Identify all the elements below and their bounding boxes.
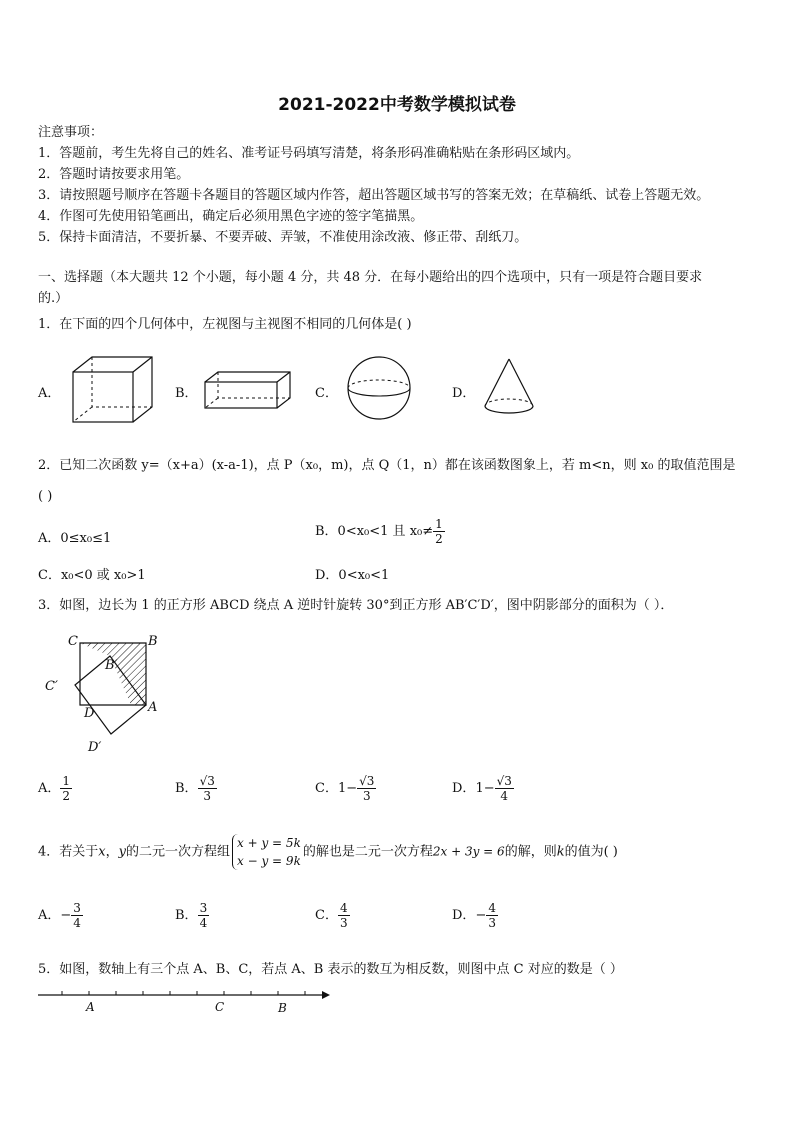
q4-post2: 的解，则: [504, 844, 557, 860]
q1-option-b-label: B．: [175, 386, 198, 401]
label-d: D: [84, 706, 95, 721]
q4-c-label: C．: [315, 908, 338, 923]
q2-paren: ( ): [38, 489, 53, 504]
cuboid-icon: [204, 370, 294, 412]
q3-b-label: B．: [175, 781, 198, 796]
q4-pre: 4．若关于: [38, 844, 99, 860]
note-item-2: 2．答题时请按要求用笔。: [38, 167, 190, 182]
q4-a-num: 3: [73, 901, 81, 915]
q3-c-pre: 1−: [337, 781, 358, 796]
q3-c-fraction: [357, 774, 376, 803]
q2-stem: 2．已知二次函数 y=（x+a）(x-a-1)，点 P（x₀，m)，点 Q（1，n）都在该函数图象上，若 m<n，则 x₀ 的取值范围是: [38, 458, 736, 473]
q2-option-b: [315, 517, 445, 546]
q4-equation-system: [232, 834, 301, 870]
q4-b-num: 3: [199, 901, 208, 915]
q4-a-sign: −: [60, 908, 72, 923]
q3-d-label: D．: [452, 781, 476, 796]
section-heading: 一、选择题（本大题共 12 个小题，每小题 4 分，共 48 分．在每小题给出的四个选项中，只有一项是符合题目要求: [38, 270, 703, 285]
q3-d-den: 4: [500, 789, 509, 803]
q4-d-label: D．: [452, 908, 476, 923]
label-c: C: [68, 634, 78, 649]
q4-b-den: 4: [199, 916, 208, 930]
q4-option-b: [175, 901, 209, 930]
q3-a-num: 1: [62, 774, 71, 788]
shaded-region: [80, 643, 146, 705]
label-a: A: [148, 700, 158, 715]
rotated-square-figure: [40, 630, 170, 760]
q4-a-den: 4: [73, 916, 81, 930]
q3-d-fraction: [495, 774, 514, 803]
cone-icon: [482, 357, 538, 417]
q4-d-num: 4: [488, 901, 496, 915]
q4-a-label: A．: [38, 908, 61, 923]
q2-b-den: 2: [435, 532, 443, 546]
q4-option-c: [315, 901, 350, 930]
q3-b-fraction: [198, 774, 217, 803]
q3-option-a: [38, 774, 72, 803]
q4-eq1: x + y = 5k: [237, 836, 301, 850]
q3-b-num: √3: [199, 774, 215, 788]
q4-post3: 的值为( ): [564, 844, 618, 860]
q4-d-fraction: [486, 901, 498, 930]
q3-c-den: 3: [362, 789, 371, 803]
label-b: B: [148, 634, 158, 649]
q4-post1: 的解也是二元一次方程: [302, 844, 433, 860]
cube-icon: [70, 354, 154, 426]
q2-option-a: A．0≤x₀≤1: [38, 531, 112, 546]
note-item-4: 4．作图可先使用铅笔画出，确定后必须用黑色字迹的签字笔描黑。: [38, 209, 424, 224]
q4-stem: [38, 834, 618, 870]
q4-c-num: 4: [339, 901, 348, 915]
q2-option-d: D．0<x₀<1: [315, 568, 390, 583]
q2-option-b-text: B．0<x₀<1 且 x₀≠: [315, 524, 434, 539]
q2-b-num: 1: [435, 517, 443, 531]
note-item-5: 5．保持卡面清洁，不要折暴、不要弄破、弄皱，不准使用涂改液、修正带、刮纸刀。: [38, 230, 528, 245]
q4-d-den: 3: [488, 916, 496, 930]
q3-d-pre: 1−: [475, 781, 495, 796]
q4-var-y: y: [118, 844, 126, 860]
q3-d-num: √3: [496, 774, 512, 788]
note-item-3: 3．请按照题号顺序在答题卡各题目的答题区域内作答，超出答题区域书写的答案无效；在草稿纸、试卷上答题无效。: [38, 188, 710, 203]
q3-a-fraction: [60, 774, 72, 803]
number-line: [38, 988, 333, 1008]
label-d-prime: D′: [88, 740, 102, 755]
q4-option-a: [38, 901, 83, 930]
q3-c-num: √3: [359, 774, 375, 788]
q1-option-a-label: A．: [38, 386, 61, 401]
q4-a-fraction: [71, 901, 83, 930]
q4-eq3: 2x + 3y = 6: [432, 844, 505, 859]
q4-mid: 的二元一次方程组: [126, 844, 231, 860]
q4-b-fraction: [198, 901, 210, 930]
q1-stem: 1．在下面的四个几何体中，左视图与主视图不相同的几何体是( ): [38, 317, 412, 332]
sphere-icon: [346, 355, 416, 425]
axis-label-c: C: [215, 1000, 225, 1014]
q1-option-d-label: D．: [452, 386, 476, 401]
q3-c-label: C．: [315, 781, 338, 796]
label-b-prime: B′: [105, 658, 118, 673]
page-title: 2021-2022中考数学模拟试卷: [278, 95, 516, 115]
q3-a-den: 2: [62, 789, 71, 803]
axis-label-a: A: [86, 1000, 95, 1014]
label-c-prime: C′: [45, 679, 58, 694]
q3-option-d: [452, 774, 514, 803]
axis-label-b: B: [278, 1001, 287, 1015]
q1-option-c-label: C．: [315, 386, 338, 401]
q4-var-k: k: [556, 844, 565, 860]
q4-c-fraction: [338, 901, 350, 930]
q4-b-label: B．: [175, 908, 198, 923]
q3-b-den: 3: [203, 789, 212, 803]
section-heading-cont: 的.）: [38, 291, 69, 306]
q3-option-c: [315, 774, 376, 803]
q4-d-sign: −: [475, 908, 487, 923]
q4-var-x: x: [98, 844, 106, 860]
q5-stem: 5．如图，数轴上有三个点 A、B、C，若点 A、B 表示的数互为相反数，则图中点 C 对应的数是（ ）: [38, 962, 623, 977]
q4-sep: ，: [105, 844, 119, 860]
q2-option-c: C．x₀<0 或 x₀>1: [38, 568, 146, 583]
notes-heading: 注意事项：: [38, 125, 104, 140]
q2-option-b-fraction: [433, 517, 445, 546]
q3-stem: 3．如图，边长为 1 的正方形 ABCD 绕点 A 逆时针旋转 30°到正方形 AB′C′D′，图中阴影部分的面积为（ ）．: [38, 598, 674, 613]
q4-eq2: x − y = 9k: [237, 854, 301, 868]
q4-c-den: 3: [339, 916, 348, 930]
q3-option-b: [175, 774, 217, 803]
q4-option-d: [452, 901, 498, 930]
note-item-1: 1．答题前，考生先将自己的姓名、准考证号码填写清楚，将条形码准确粘贴在条形码区域内。: [38, 146, 580, 161]
q3-a-label: A．: [38, 781, 61, 796]
